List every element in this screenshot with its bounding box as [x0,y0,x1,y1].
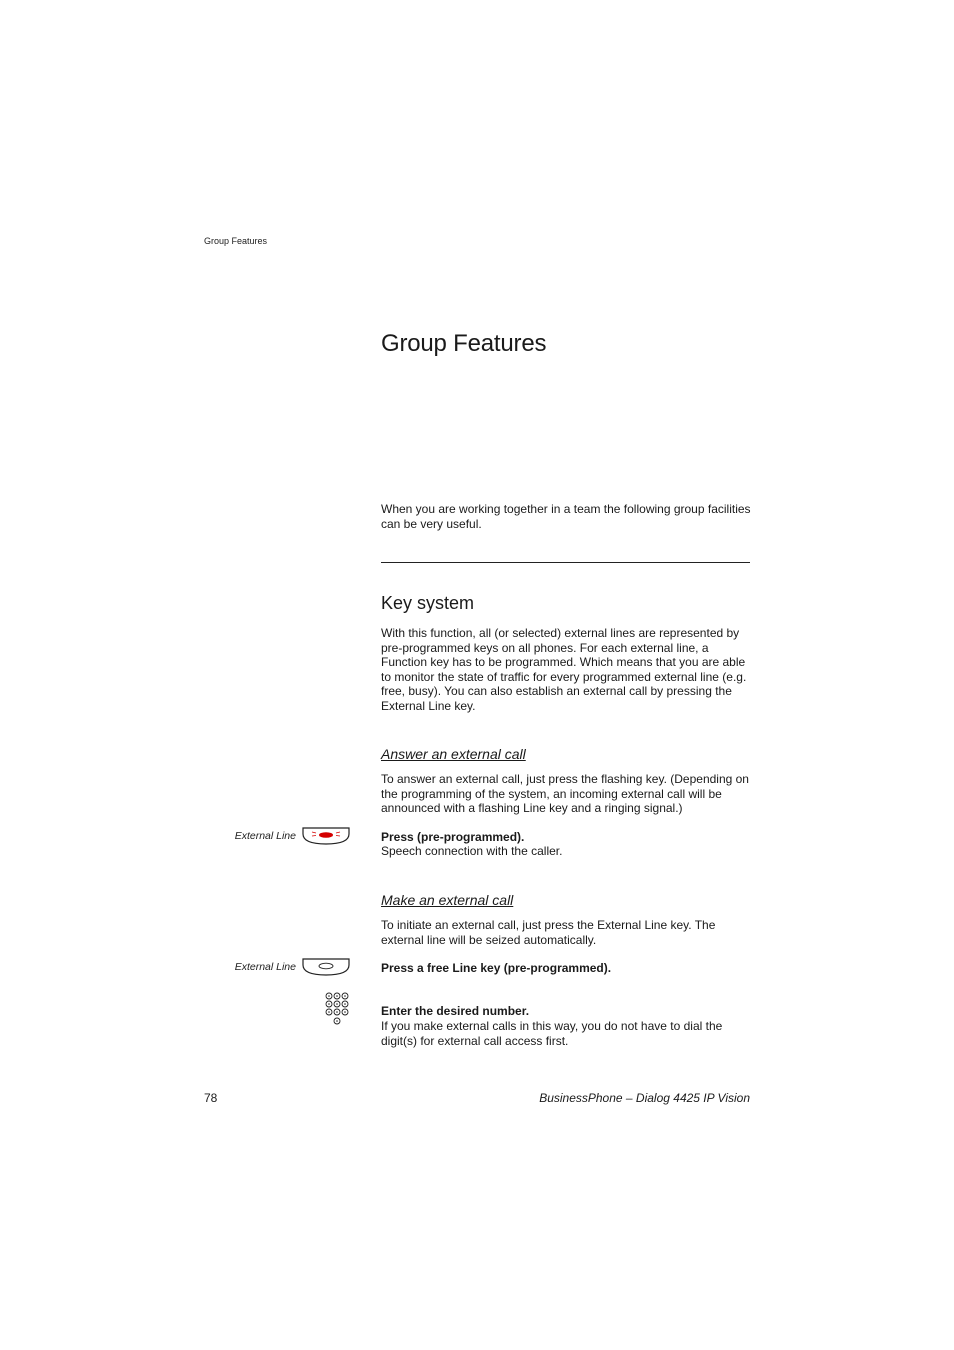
page-title: Group Features [381,330,547,357]
answer-heading: Answer an external call [381,746,526,762]
flashing-line-key-icon [302,826,350,846]
page-number: 78 [204,1091,218,1105]
line-key-icon [302,957,350,977]
answer-body: To answer an external call, just press the flashing key. (Depending on the programming of the system, an incoming external call will be announced with a flashing Line key and a ringing signal.) [381,772,749,815]
make-body: To initiate an external call, just press the External Line key. The external line will be seized automatically. [381,918,716,947]
keypad-icon [324,991,352,1027]
document-title: BusinessPhone – Dialog 4425 IP Vision [539,1091,750,1105]
dial-step-note: If you make external calls in this way, you do not have to dial the digit(s) for external call access first. [381,1019,723,1048]
section-divider [381,562,750,563]
answer-step-label: External Line [234,830,296,842]
intro-paragraph: When you are working together in a team the following group facilities can be very useful. [381,502,751,531]
answer-step-instruction: Press (pre-programmed). [381,830,525,844]
answer-step-result: Speech connection with the caller. [381,844,563,858]
key-system-heading: Key system [381,593,475,613]
make-step-instruction: Press a free Line key (pre-programmed). [381,961,612,975]
dial-step-instruction: Enter the desired number. [381,1004,530,1018]
key-system-body: With this function, all (or selected) external lines are represented by pre-programmed keys on all phones. For each external line, a Function key has to be programmed. Which means that you are able to monitor the state of traffic for every programmed external line (e.g. free, busy). You can also establish an external call by pressing the External Line key. [381,626,747,713]
make-heading: Make an external call [381,892,514,908]
make-step-label: External Line [234,961,296,973]
running-header: Group Features [204,236,268,246]
